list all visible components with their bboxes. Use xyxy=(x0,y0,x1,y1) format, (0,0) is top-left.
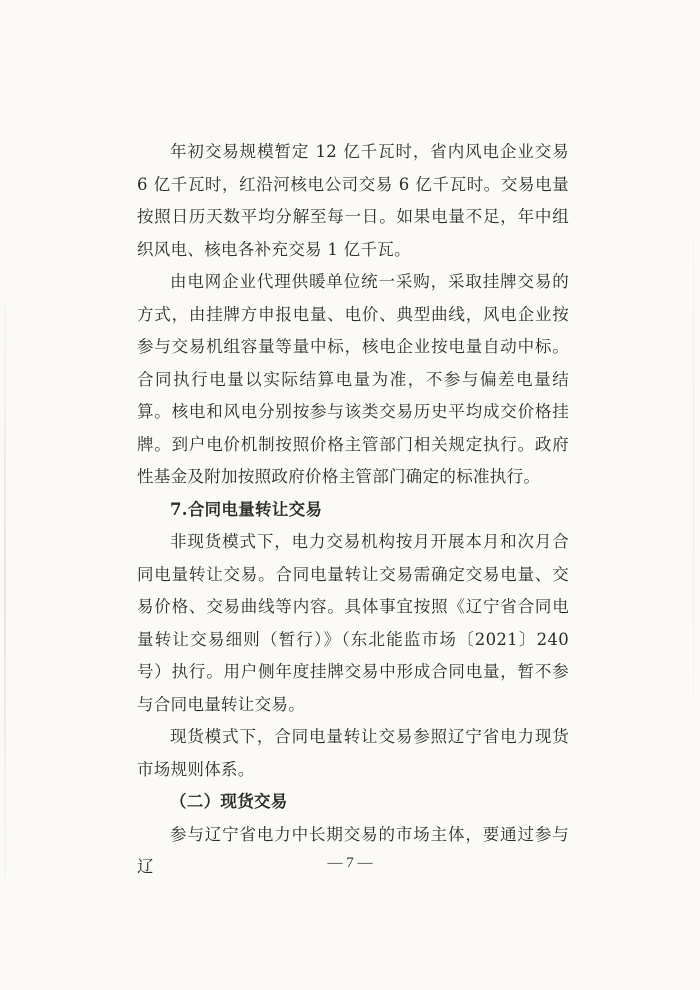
paragraph-non-spot-mode: 非现货模式下，电力交易机构按月开展本月和次月合同电量转让交易。合同电量转让交易需确定交易电量、交易价格、交易曲线等内容。具体事宜按照《辽宁省合同电量转让交易细则（暂行）》（东北能监市场〔2021〕240 号）执行。用户侧年度挂牌交易中形成合同电量，暂不参与合同电量转让交易。 xyxy=(137,532,569,714)
paragraph-spot-participation: 参与辽宁省电力中长期交易的市场主体，要通过参与辽 xyxy=(137,824,569,876)
scan-edge-right xyxy=(693,120,694,820)
section-heading-contract-transfer: 7.合同电量转让交易 xyxy=(170,499,323,519)
page-number: — 7 — xyxy=(327,855,373,871)
paragraph-spot-mode: 现货模式下，合同电量转让交易参照辽宁省电力现货市场规则体系。 xyxy=(137,727,569,779)
paragraph-procurement-method: 由电网企业代理供暖单位统一采购，采取挂牌交易的方式，由挂牌方申报电量、电价、典型曲线，风电企业按参与交易机组容量等量中标，核电企业按电量自动中标。合同执行电量以实际结算电量为准，不参与偏差电量结算。核电和风电分别按参与该类交易历史平均成交价格挂牌。到户电价机制按照价格主管部门相关规定执行。政府性基金及附加按照政府价格主管部门确定的标准执行。 xyxy=(137,272,569,486)
paragraph-trading-scale: 年初交易规模暂定 12 亿千瓦时，省内风电企业交易 6 亿千瓦时，红沿河核电公司交易 6 亿千瓦时。交易电量按照日历天数平均分解至每一日。如果电量不足，年中组织风电、核电各补充交易 1 亿千瓦。 xyxy=(137,142,569,259)
scan-edge-left xyxy=(4,300,6,880)
section-heading-spot-trading: （二）现货交易 xyxy=(170,792,288,811)
document-body xyxy=(137,136,569,884)
